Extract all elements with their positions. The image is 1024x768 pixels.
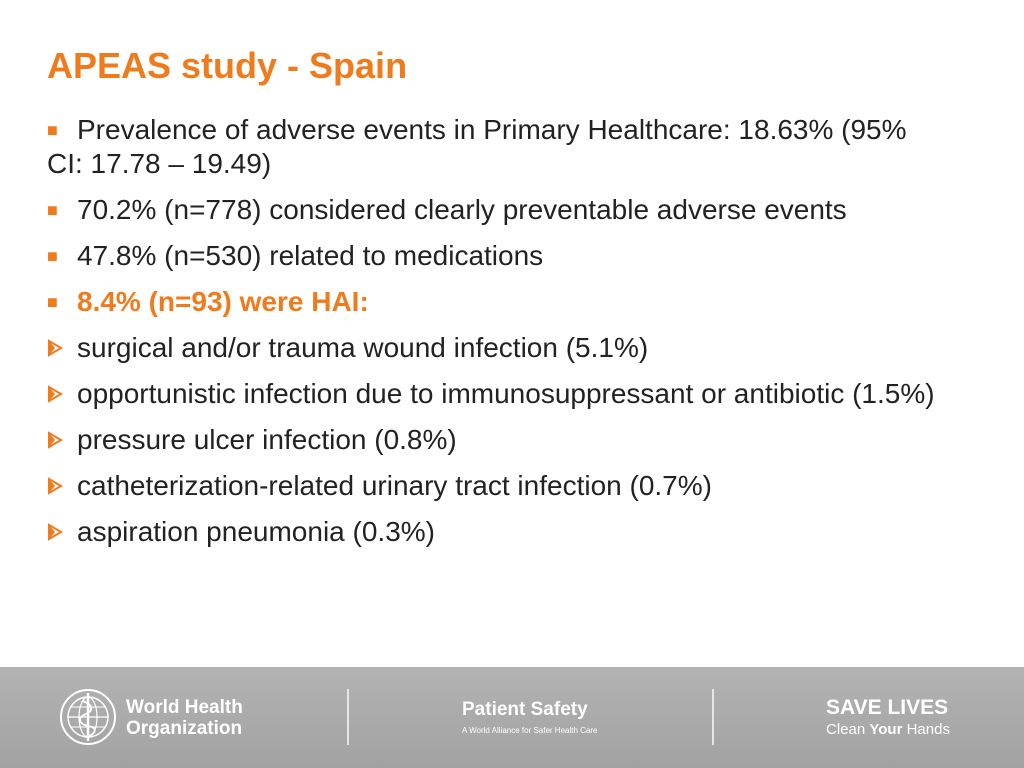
patient-safety-block [462, 699, 597, 738]
arrow-bullet-icon [47, 469, 77, 503]
bullet-text: catheterization-related urinary tract infection (0.7%) [77, 470, 712, 501]
save-lives-title: SAVE LIVES [826, 696, 949, 719]
sub-bullet-item [47, 423, 947, 457]
arrow-bullet-icon [47, 423, 77, 457]
sub-bullet-item [47, 331, 947, 365]
bullet-text: 70.2% (n=778) considered clearly preventable adverse events [77, 194, 847, 225]
bullet-item [47, 113, 947, 181]
bullet-text: aspiration pneumonia (0.3%) [77, 516, 435, 547]
sub-bullet-item [47, 469, 947, 503]
clean-pre: Clean [826, 721, 870, 738]
square-bullet-icon: ■ [47, 120, 58, 140]
bullet-list [47, 113, 947, 561]
square-bullet-icon: ■ [47, 246, 58, 266]
bullet-text: 47.8% (n=530) related to medications [77, 240, 544, 271]
arrow-bullet-icon [47, 515, 77, 549]
bullet-text: 8.4% (n=93) were HAI: [77, 286, 369, 317]
who-line2: Organization [126, 718, 243, 739]
bullet-text: opportunistic infection due to immunosuppressant or antibiotic (1.5%) [77, 378, 935, 409]
patient-safety-title: Patient Safety [462, 699, 588, 720]
square-bullet-icon: ■ [47, 292, 58, 312]
patient-safety-subtitle: A World Alliance for Safer Health Care [462, 726, 598, 735]
footer-divider [347, 689, 349, 745]
who-wordmark [126, 697, 243, 739]
sub-bullet-item [47, 377, 947, 411]
arrow-bullet-icon [47, 331, 77, 365]
bullet-item-highlight [47, 285, 947, 319]
bullet-item [47, 193, 947, 227]
clean-your: Your [869, 721, 903, 738]
save-lives-block [826, 695, 950, 739]
bullet-text: pressure ulcer infection (0.8%) [77, 424, 457, 455]
bullet-text: surgical and/or trauma wound infection (5.1%) [77, 332, 649, 363]
footer-divider [712, 689, 714, 745]
bullet-item [47, 239, 947, 273]
footer-bar [0, 667, 1024, 768]
slide-title: APEAS study - Spain [47, 45, 408, 86]
bullet-text: Prevalence of adverse events in Primary Healthcare: 18.63% (95% CI: 17.78 – 19.49) [47, 114, 907, 179]
who-emblem-icon [58, 687, 118, 747]
square-bullet-icon: ■ [47, 200, 58, 220]
arrow-bullet-icon [47, 377, 77, 411]
clean-post: Hands [902, 721, 950, 738]
sub-bullet-item [47, 515, 947, 549]
clean-hands-line [826, 720, 950, 739]
who-line1: World Health [126, 697, 243, 718]
